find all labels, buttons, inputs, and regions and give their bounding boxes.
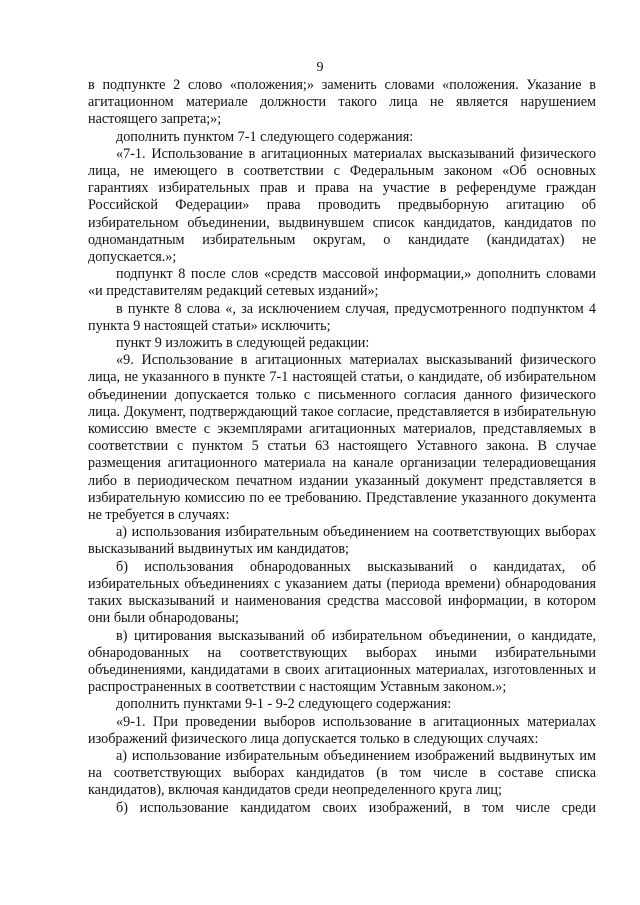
paragraph-point-7-1-text: «7-1. Использование в агитационных материалах высказываний физического лица, не имеющего в соответствии с Федеральным законом «Об основных гарантиях избирательных прав и права на участие в референдуме граждан Российской Федерации» права проводить предвыборную агитацию об избирательном объединении, выдвинувшем список кандидатов, кандидатов по одномандатным избирательным округам, о кандидате (кандидатах) не допускается.»; xyxy=(88,145,596,266)
paragraph-case-v: в) цитирования высказываний об избирательном объединении, о кандидате, обнародованных на соответствующих выборах иными избирательными объединениями, кандидатами в своих агитационных материалах, изготовленных и распространенных в соответствии с настоящим Уставным законом.»; xyxy=(88,627,596,696)
paragraph-case-a: а) использования избирательным объединением на соответствующих выборах высказываний выдвинутых им кандидатов; xyxy=(88,524,596,558)
paragraph-9-1-case-b: б) использование кандидатом своих изображений, в том числе среди xyxy=(116,799,596,816)
paragraph-point-9-redaction: пункт 9 изложить в следующей редакции: xyxy=(116,335,370,352)
paragraph-subpoint-8-amendment: подпункт 8 после слов «средств массовой информации,» дополнить словами «и представителям редакций сетевых изданий»; xyxy=(88,266,596,300)
paragraph-add-point-7-1: дополнить пунктом 7-1 следующего содержания: xyxy=(116,128,414,145)
page-number: 9 xyxy=(316,60,324,75)
paragraph-add-points-9-1-9-2: дополнить пунктами 9-1 - 9-2 следующего содержания: xyxy=(116,696,452,713)
page-body xyxy=(88,77,596,817)
paragraph-9-1-case-a: а) использование избирательным объединением изображений выдвинутых им на соответствующих выборах кандидатов (в том числе в составе списка кандидатов), включая кандидатов среди неопределенного круга лиц; xyxy=(88,747,596,799)
paragraph-point-9-text: «9. Использование в агитационных материалах высказываний физического лица, не указанного в пункте 7-1 настоящей статьи, о кандидате, об избирательном объединении допускается только с письменного согласия данного физического лица. Документ, подтверждающий такое согласие, представляется в избирательную комиссию вместе с экземплярами агитационных материалов, представляемых в соответствии с пунктом 5 статьи 63 настоящего Уставного закона. В случае размещения агитационного материала на канале организации телерадиовещания либо в периодическом печатном издании указанный документ представляется в избирательную комиссию по ее требованию. Представление указанного документа не требуется в случаях: xyxy=(88,352,596,524)
paragraph-point-9-1-text: «9-1. При проведении выборов использование в агитационных материалах изображений физического лица допускается только в следующих случаях: xyxy=(88,713,596,747)
paragraph-point-8-exclusion: в пункте 8 слова «, за исключением случая, предусмотренного подпунктом 4 пункта 9 настоящей статьи» исключить; xyxy=(88,300,596,334)
paragraph-subpoint-2-amendment: в подпункте 2 слово «положения;» заменить словами «положения. Указание в агитационном материале должности такого лица не является нарушением настоящего запрета;»; xyxy=(88,77,596,128)
paragraph-case-b: б) использования обнародованных высказываний о кандидатах, об избирательных объединениях с указанием даты (периода времени) обнародования таких высказываний и наименования средства массовой информации, в котором они были обнародованы; xyxy=(88,558,596,627)
